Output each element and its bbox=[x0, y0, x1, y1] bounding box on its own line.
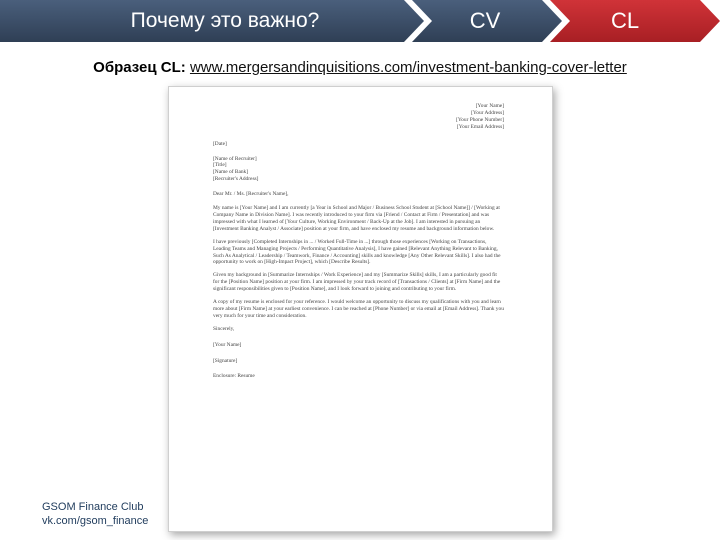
sender-line: [Your Name] bbox=[475, 103, 504, 109]
letter-signature: [Signature] bbox=[213, 357, 238, 364]
top-navigation bbox=[0, 0, 720, 46]
footer-link[interactable]: vk.com/gsom_finance bbox=[42, 515, 149, 527]
recipient-line: [Name of Bank] bbox=[213, 169, 249, 176]
letter-paragraph: My name is [Your Name] and I am currently [a Year in School and Major / Business School Student at [School Name]] / [Working at Company Name in Division Name]. I was recently introduced to your firm via [Friend / Contact at Firm / Presentation] and was impressed with what I learned of [Your Culture, Working Environment / Back-Up at the Job]. I am interested in pursuing an [Investment Banking Analyst / Associate] position at your firm, and have enclosed my resume and background information below. bbox=[213, 205, 500, 232]
letter-name: [Your Name] bbox=[213, 341, 242, 348]
sender-line: [Your Phone Number] bbox=[456, 116, 504, 123]
tab-cl[interactable]: CL bbox=[610, 8, 640, 33]
cover-letter-document bbox=[168, 86, 553, 532]
sample-label: Образец CL: bbox=[93, 59, 186, 76]
closing-block bbox=[213, 326, 504, 381]
footer-club-name: GSOM Finance Club bbox=[42, 501, 144, 513]
recipient-line: [Name of Recruiter] bbox=[213, 155, 257, 162]
recipient-block bbox=[213, 156, 504, 184]
sender-line: [Your Address] bbox=[471, 109, 504, 116]
recipient-line: [Title] bbox=[213, 162, 227, 169]
letter-paragraph: Given my background in [Summarize Internships / Work Experience] and my [Summarize Skills] skills, I am a particularly good fit for the [Position Name] position at your firm. I am impressed by your track record of [Transactions / Clients] at [Firm Name] and the significant responsibilities given to [Position Name], and I look forward to joining and contributing to your firm. bbox=[213, 272, 501, 293]
letter-paragraph: A copy of my resume is enclosed for your reference. I would welcome an opportunity to discuss my qualifications with you and learn more about [Firm Name] at your earliest convenience. I can be reached at [Phone Number] or via email at [Email Address]. Thank you very much for your time and consideration. bbox=[213, 299, 504, 319]
recipient-line: [Recruiter's Address] bbox=[213, 176, 259, 183]
letter-closing: Sincerely, bbox=[213, 325, 235, 332]
sample-line bbox=[0, 59, 720, 76]
sample-link[interactable]: www.mergersandinquisitions.com/investment-banking-cover-letter bbox=[189, 59, 627, 76]
sender-line: [Your Email Address] bbox=[456, 123, 504, 130]
letter-salutation: Dear Mr. / Ms. [Recruiter's Name], bbox=[213, 191, 289, 198]
letter-date: [Date] bbox=[213, 140, 227, 147]
footer bbox=[42, 500, 148, 528]
tab-cv[interactable]: CV bbox=[469, 8, 501, 33]
tab-why-important[interactable]: Почему это важно? bbox=[130, 9, 320, 32]
cover-letter-content bbox=[213, 103, 504, 389]
letter-enclosure: Enclosure: Resume bbox=[213, 373, 255, 380]
letter-paragraph: I have previously [Completed Internships in ... / Worked Full-Time in ...] through those experiences [Working on Transactions, Leading Teams and Managing Projects / Performing Quantitative Analysis], I have gained [Relevant Anything Relevant to Banking, Such As Analytical / Leadership / Teamwork, Finance / Accounting] skills and knowledge [Any Other Relevant Skills]. I also had the opportunity to work on [High-Impact Project], which [Describe Results]. bbox=[213, 238, 501, 266]
sender-block bbox=[213, 103, 504, 131]
